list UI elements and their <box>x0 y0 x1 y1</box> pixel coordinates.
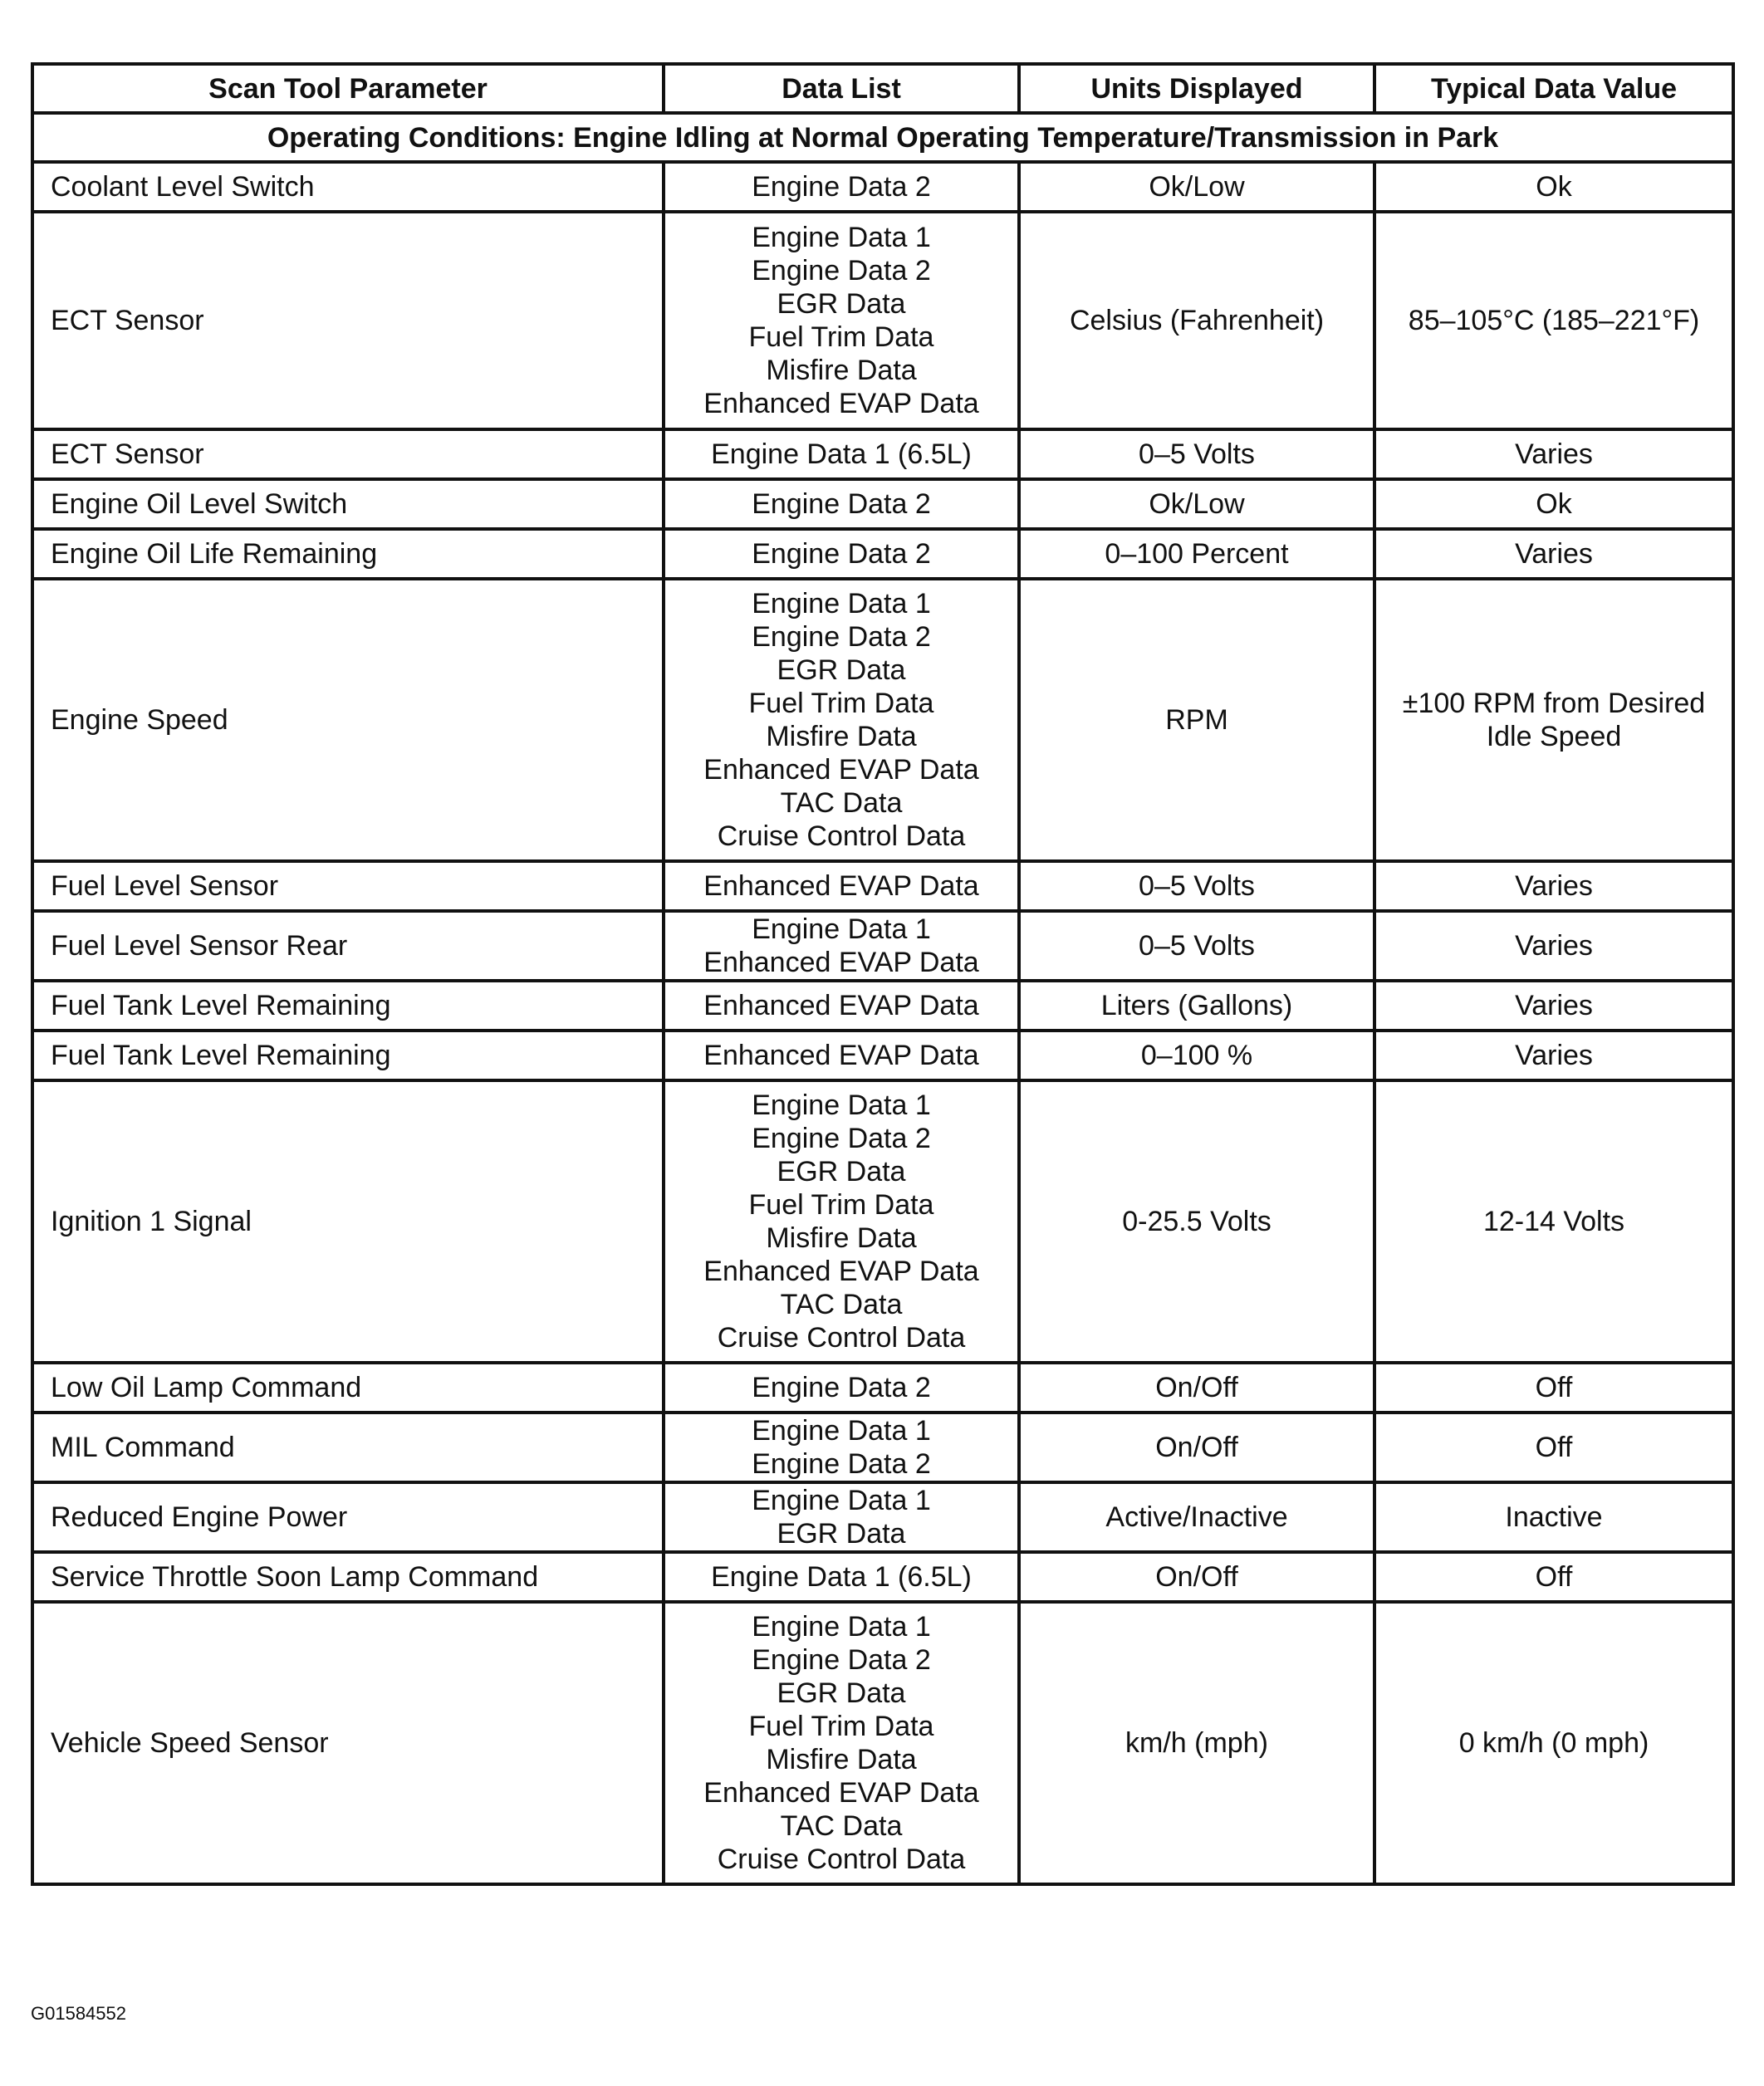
data-list-item: Engine Data 1 <box>752 1611 931 1643</box>
typical-value-cell: Off <box>1374 1552 1733 1602</box>
data-list-cell <box>664 861 1019 911</box>
data-list-item: Engine Data 2 <box>752 488 931 520</box>
data-list-item: Engine Data 1 <box>752 1415 931 1447</box>
parameter-cell: Engine Speed <box>32 579 664 861</box>
table-row <box>32 1031 1733 1080</box>
data-list-cell <box>664 529 1019 579</box>
data-list-item: Misfire Data <box>766 1222 917 1254</box>
parameter-cell: Service Throttle Soon Lamp Command <box>32 1552 664 1602</box>
data-list-item: Engine Data 1 <box>752 1090 931 1121</box>
units-cell: km/h (mph) <box>1019 1602 1374 1884</box>
units-cell: Liters (Gallons) <box>1019 981 1374 1031</box>
typical-value-cell: Ok <box>1374 162 1733 212</box>
units-cell: Celsius (Fahrenheit) <box>1019 212 1374 429</box>
data-list-item: Engine Data 2 <box>752 1372 931 1403</box>
data-list-item: TAC Data <box>780 1289 903 1320</box>
data-list-item: EGR Data <box>777 288 906 320</box>
units-cell: 0–100 % <box>1019 1031 1374 1080</box>
header-data-list: Data List <box>664 64 1019 113</box>
data-list-cell <box>664 1363 1019 1413</box>
units-cell: 0-25.5 Volts <box>1019 1080 1374 1363</box>
table-row <box>32 1482 1733 1552</box>
data-list-item: Engine Data 1 (6.5L) <box>711 1561 972 1593</box>
table-row <box>32 1363 1733 1413</box>
data-list-item: EGR Data <box>777 1156 906 1187</box>
table-row <box>32 579 1733 861</box>
parameter-cell: Fuel Level Sensor Rear <box>32 911 664 981</box>
units-cell: On/Off <box>1019 1552 1374 1602</box>
units-cell: 0–100 Percent <box>1019 529 1374 579</box>
parameter-cell: ECT Sensor <box>32 429 664 479</box>
header-row <box>32 64 1733 113</box>
typical-value-cell: Varies <box>1374 1031 1733 1080</box>
typical-value-cell: 0 km/h (0 mph) <box>1374 1602 1733 1884</box>
data-list-item: Enhanced EVAP Data <box>703 1040 979 1071</box>
data-list-item: Enhanced EVAP Data <box>703 947 979 978</box>
data-list-item: EGR Data <box>777 654 906 686</box>
parameter-cell: Low Oil Lamp Command <box>32 1363 664 1413</box>
operating-conditions: Operating Conditions: Engine Idling at Normal Operating Temperature/Transmission in Park <box>32 113 1733 162</box>
data-list-item: Engine Data 2 <box>752 538 931 570</box>
table-row <box>32 1552 1733 1602</box>
typical-value-cell: Varies <box>1374 861 1733 911</box>
table-row <box>32 429 1733 479</box>
data-list-item: Engine Data 2 <box>752 1123 931 1154</box>
typical-value-cell: Off <box>1374 1363 1733 1413</box>
data-list-item: Enhanced EVAP Data <box>703 388 979 419</box>
typical-value-cell: Inactive <box>1374 1482 1733 1552</box>
data-list-item: Enhanced EVAP Data <box>703 990 979 1021</box>
units-cell: 0–5 Volts <box>1019 861 1374 911</box>
parameter-cell: Reduced Engine Power <box>32 1482 664 1552</box>
data-list-item: Fuel Trim Data <box>748 688 934 719</box>
data-list-item: Cruise Control Data <box>717 1844 966 1875</box>
scan-tool-data-table <box>31 62 1735 1886</box>
data-list-cell <box>664 212 1019 429</box>
data-list-cell <box>664 981 1019 1031</box>
typical-value-cell: 12-14 Volts <box>1374 1080 1733 1363</box>
typical-value-cell: Varies <box>1374 429 1733 479</box>
parameter-cell: MIL Command <box>32 1413 664 1482</box>
header-units-displayed: Units Displayed <box>1019 64 1374 113</box>
units-cell: On/Off <box>1019 1413 1374 1482</box>
parameter-cell: ECT Sensor <box>32 212 664 429</box>
data-list-cell <box>664 1552 1019 1602</box>
data-list-item: EGR Data <box>777 1518 906 1550</box>
data-list-cell <box>664 479 1019 529</box>
data-list-item: Engine Data 2 <box>752 255 931 286</box>
data-list-item: TAC Data <box>780 1810 903 1842</box>
data-list-item: Cruise Control Data <box>717 820 966 852</box>
table-row <box>32 981 1733 1031</box>
data-list-item: Fuel Trim Data <box>748 1189 934 1221</box>
units-cell: Ok/Low <box>1019 162 1374 212</box>
parameter-cell: Fuel Tank Level Remaining <box>32 1031 664 1080</box>
data-list-item: Fuel Trim Data <box>748 1711 934 1742</box>
units-cell: 0–5 Volts <box>1019 429 1374 479</box>
data-list-cell <box>664 1602 1019 1884</box>
data-list-cell <box>664 1080 1019 1363</box>
data-list-item: Engine Data 1 <box>752 1485 931 1516</box>
figure-id: G01584552 <box>31 2003 126 2024</box>
data-list-item: Engine Data 1 <box>752 222 931 253</box>
data-list-item: Enhanced EVAP Data <box>703 754 979 786</box>
units-cell: On/Off <box>1019 1363 1374 1413</box>
data-list-item: Misfire Data <box>766 1744 917 1775</box>
data-list-cell <box>664 162 1019 212</box>
typical-value-cell: Varies <box>1374 529 1733 579</box>
table-row <box>32 1413 1733 1482</box>
data-list-item: Misfire Data <box>766 355 917 386</box>
data-list-cell <box>664 1031 1019 1080</box>
units-cell: Ok/Low <box>1019 479 1374 529</box>
data-list-item: Engine Data 1 <box>752 913 931 945</box>
table-body <box>32 113 1733 1884</box>
data-list-item: Enhanced EVAP Data <box>703 1777 979 1809</box>
scan-tool-data-sheet <box>31 62 1732 1886</box>
data-list-item: TAC Data <box>780 787 903 819</box>
data-list-item: Cruise Control Data <box>717 1322 966 1354</box>
typical-value-cell: 85–105°C (185–221°F) <box>1374 212 1733 429</box>
data-list-item: Engine Data 2 <box>752 621 931 653</box>
data-list-item: Engine Data 2 <box>752 171 931 203</box>
table-row <box>32 1602 1733 1884</box>
table-row <box>32 479 1733 529</box>
header-scan-tool-parameter: Scan Tool Parameter <box>32 64 664 113</box>
data-list-item: Engine Data 2 <box>752 1644 931 1676</box>
data-list-cell <box>664 429 1019 479</box>
typical-value-cell: Varies <box>1374 981 1733 1031</box>
operating-conditions-row <box>32 113 1733 162</box>
data-list-item: Misfire Data <box>766 721 917 752</box>
parameter-cell: Fuel Level Sensor <box>32 861 664 911</box>
table-row <box>32 1080 1733 1363</box>
data-list-item: Fuel Trim Data <box>748 321 934 353</box>
table-row <box>32 911 1733 981</box>
typical-value-cell: Ok <box>1374 479 1733 529</box>
data-list-cell <box>664 911 1019 981</box>
data-list-cell <box>664 579 1019 861</box>
data-list-item: Engine Data 2 <box>752 1448 931 1480</box>
data-list-item: Enhanced EVAP Data <box>703 1256 979 1287</box>
typical-value-cell: Off <box>1374 1413 1733 1482</box>
data-list-cell <box>664 1413 1019 1482</box>
units-cell: 0–5 Volts <box>1019 911 1374 981</box>
parameter-cell: Vehicle Speed Sensor <box>32 1602 664 1884</box>
units-cell: Active/Inactive <box>1019 1482 1374 1552</box>
data-list-item: EGR Data <box>777 1677 906 1709</box>
parameter-cell: Engine Oil Level Switch <box>32 479 664 529</box>
table-row <box>32 529 1733 579</box>
parameter-cell: Fuel Tank Level Remaining <box>32 981 664 1031</box>
parameter-cell: Ignition 1 Signal <box>32 1080 664 1363</box>
typical-value-cell: Varies <box>1374 911 1733 981</box>
data-list-cell <box>664 1482 1019 1552</box>
header-typical-data-value: Typical Data Value <box>1374 64 1733 113</box>
parameter-cell: Coolant Level Switch <box>32 162 664 212</box>
typical-value-cell: ±100 RPM from Desired Idle Speed <box>1374 579 1733 861</box>
table-row <box>32 162 1733 212</box>
parameter-cell: Engine Oil Life Remaining <box>32 529 664 579</box>
data-list-item: Enhanced EVAP Data <box>703 870 979 902</box>
data-list-item: Engine Data 1 (6.5L) <box>711 438 972 470</box>
table-row <box>32 861 1733 911</box>
table-row <box>32 212 1733 429</box>
units-cell: RPM <box>1019 579 1374 861</box>
data-list-item: Engine Data 1 <box>752 588 931 619</box>
